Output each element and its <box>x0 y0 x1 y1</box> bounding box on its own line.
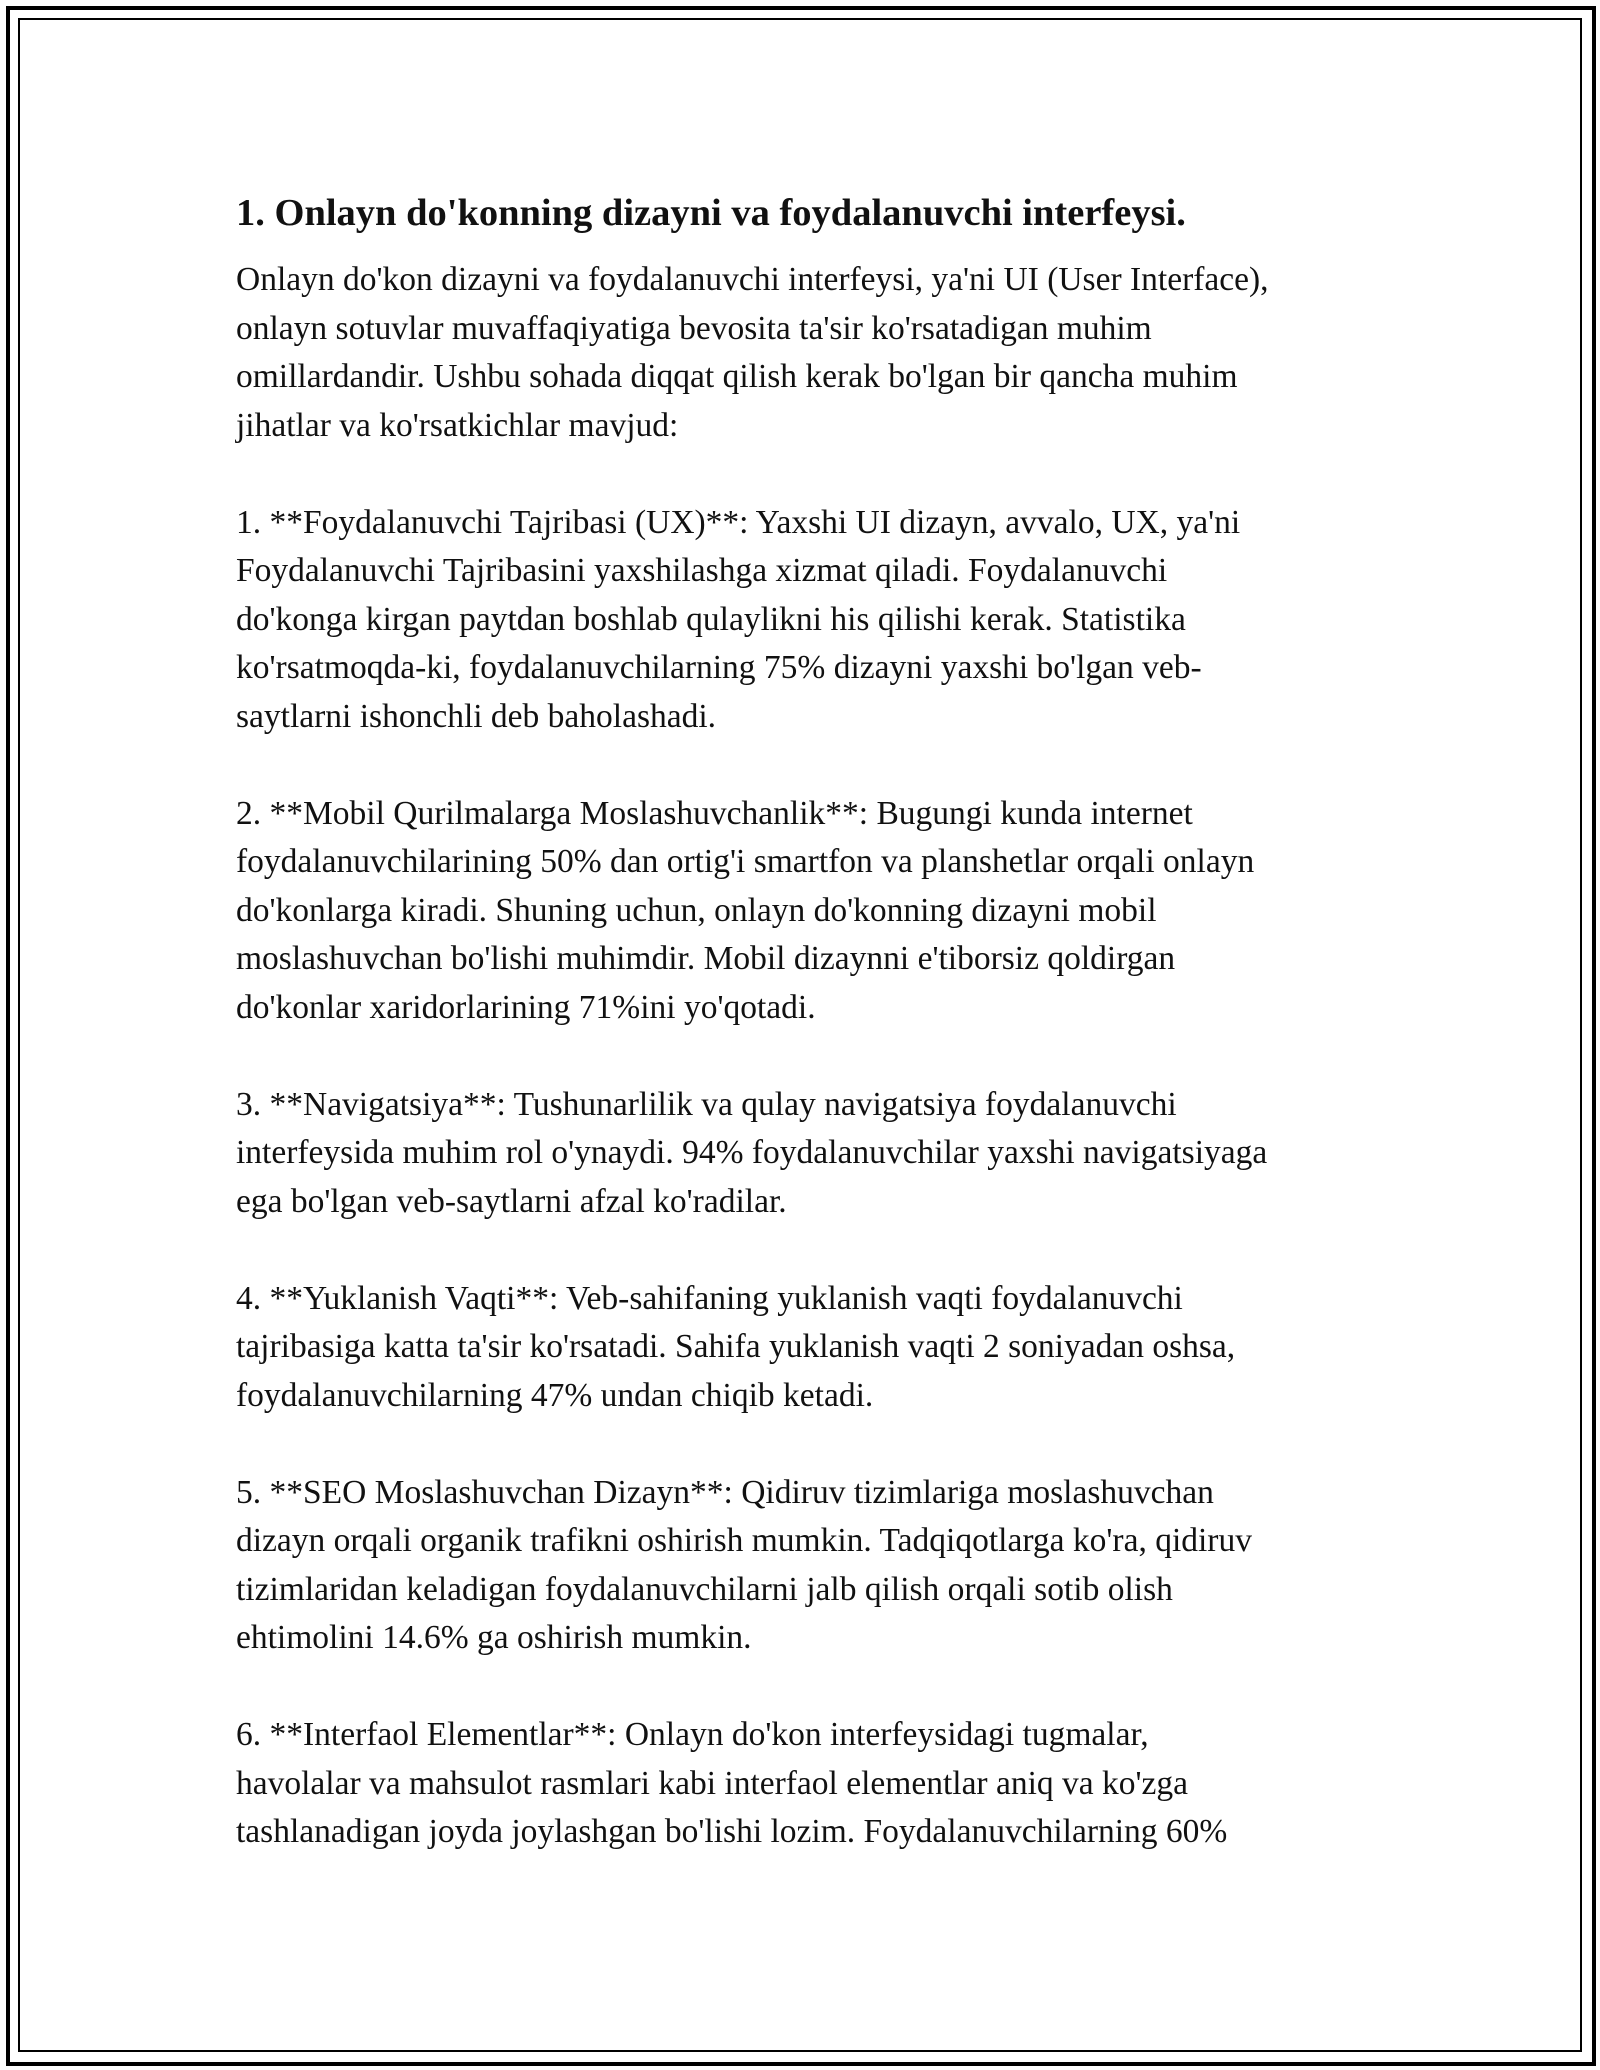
list-item-load-time: 4. **Yuklanish Vaqti**: Veb-sahifaning yuklanish vaqti foydalanuvchi tajribasiga katta ta'sir ko'rsatadi. Sahifa yuklanish vaqti 2 soniyadan oshsa, foydalanuvchilarning 47% undan chiqib ketadi. <box>236 1279 1236 1414</box>
list-item-ux: 1. **Foydalanuvchi Tajribasi (UX)**: Yaxshi UI dizayn, avvalo, UX, ya'ni Foydalanuvchi Tajribasini yaxshilashga xizmat qiladi. Foydalanuvchi do'konga kirgan paytdan boshlab qulaylikni his qilishi kerak. Statistika ko'rsatmoqda-ki, foydalanuvchilarning 75% dizayni yaxshi bo'lgan veb- saytlarni ishonchli deb baholashadi. <box>236 503 1241 735</box>
list-item-navigation: 3. **Navigatsiya**: Tushunarlilik va qulay navigatsiya foydalanuvchi interfeysida muhim rol o'ynaydi. 94% foydalanuvchilar yaxshi navigatsiyaga ega bo'lgan veb-saytlarni afzal ko'radilar. <box>236 1085 1268 1220</box>
list-item-interactive: 6. **Interfaol Elementlar**: Onlayn do'kon interfeysidagi tugmalar, havolalar va mahsulot rasmlari kabi interfaol elementlar aniq va ko'zga tashlanadigan joyda joylashgan bo'lishi lozim. Foydalanuvchilarning 60% <box>236 1716 1228 1850</box>
list-item-mobile: 2. **Mobil Qurilmalarga Moslashuvchanlik**: Bugungi kunda internet foydalanuvchilarining 50% dan ortig'i smartfon va planshetlar orqali onlayn do'konlarga kiradi. Shuning uchun, onlayn do'konning dizayni mobil moslashuvchan bo'lishi muhimdir. Mobil dizaynni e'tiborsiz qoldirgan do'konlar xaridorlarining 71%ini yo'qotadi. <box>236 794 1255 1026</box>
intro-paragraph: Onlayn do'kon dizayni va foydalanuvchi interfeysi, ya'ni UI (User Interface), onlayn sotuvlar muvaffaqiyatiga bevosita ta'sir ko'rsatadigan muhim omillardandir. Ushbu sohada diqqat qilish kerak bo'lgan bir qancha muhim jihatlar va ko'rsatkichlar mavjud: <box>236 261 1269 444</box>
list-item-seo: 5. **SEO Moslashuvchan Dizayn**: Qidiruv tizimlariga moslashuvchan dizayn orqali organik trafikni oshirish mumkin. Tadqiqotlarga ko'ra, qidiruv tizimlaridan keladigan foydalanuvchilarni jalb qilish orqali sotib olish ehtimolini 14.6% ga oshirish mumkin. <box>236 1473 1252 1656</box>
document-body <box>236 186 1386 1857</box>
section-heading: 1. Onlayn do'konning dizayni va foydalanuvchi interfeysi. <box>236 192 1186 234</box>
